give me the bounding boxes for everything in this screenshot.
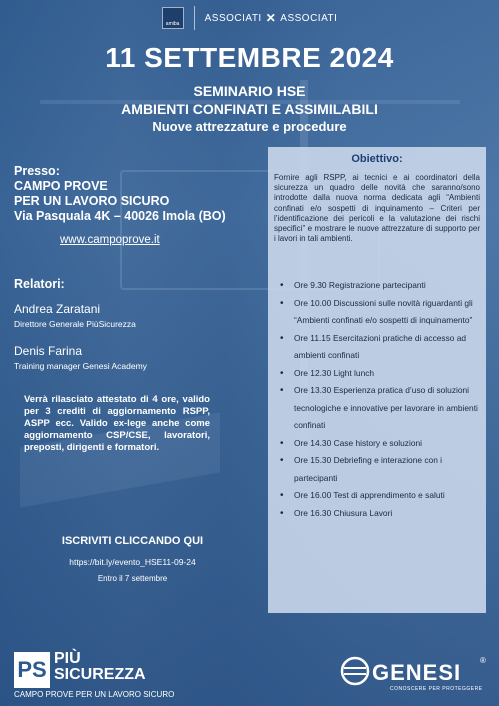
website-link[interactable]: www.campoprove.it [60,234,160,246]
speaker-name: Denis Farina [14,344,83,358]
location-name: PER UN LAVORO SICURO [14,194,170,208]
register-deadline: Entro il 7 settembre [97,574,168,583]
speaker-role: Direttore Generale PiùSicurezza [14,319,136,329]
agenda-item: • Ore 16.00 Test di apprendimento e saluti [278,487,482,505]
certificate-info: Verrà rilasciato attestato di 4 ore, valido per 3 crediti di aggiornamento RSPP, ASPP ecc. Valido ex-lege anche come aggiornamento CSP/CSE, lavoratori, preposti, dirigenti e formatori. [24,394,210,453]
register-link[interactable]: https://bit.ly/evento_HSE11-09-24 [69,557,196,567]
amiba-logo: amiba [162,7,184,29]
agenda-item: • Ore 15.30 Debriefing e interazione con i partecipanti [278,452,482,487]
agenda-item: • Ore 14.30 Case history e soluzioni [278,435,482,453]
register-cta[interactable]: ISCRIVITI CLICCANDO QUI [61,535,204,547]
seminar-title: SEMINARIO HSE [193,83,306,99]
agenda-item: • Ore 9.30 Registrazione partecipanti [278,277,482,295]
agenda-item: • Ore 12.30 Light lunch [278,365,482,383]
agenda-item: • Ore 13.30 Esperienza pratica d’uso di soluzioni tecnologiche e innovative per lavorare in ambienti confinati [278,382,482,435]
event-date: 11 SETTEMBRE 2024 [105,42,394,73]
objective-text: Fornire agli RSPP, ai tecnici e ai coordinatori della sicurezza un quadro delle novità che saranno/sono introdotte dalla nuova norma dedicata agli “Ambienti confinati e/o sospetti di inquinamento – Criteri per l’identificazione dei pericoli e la valutazione dei rischi specifici” e mostrare le nuove attrezzature di supporto per i lavori in tali ambienti. [274,173,480,244]
piu-sicurezza-mark: PS [14,652,50,688]
piu-sicurezza-name: PIÙ [54,650,81,667]
location-name: CAMPO PROVE [14,179,108,193]
genesi-mark-icon [340,656,370,686]
registered-mark: ® [480,656,486,665]
seminar-subtitle: AMBIENTI CONFINATI E ASSIMILABILI [121,101,378,117]
speakers-title: Relatori: [14,277,65,291]
piu-sicurezza-tagline: CAMPO PROVE PER UN LAVORO SICURO [14,690,175,699]
location-address: Via Pasquala 4K – 40026 Imola (BO) [14,209,226,223]
location-label: Presso: [14,164,60,178]
speaker-name: Andrea Zaratani [14,302,101,316]
associati-logo: ASSOCIATI ✕ ASSOCIATI [204,11,338,25]
agenda-item: • Ore 11.15 Esercitazioni pratiche di accesso ad ambienti confinati [278,330,482,365]
objective-title: Obiettivo: [351,153,403,165]
seminar-topic: Nuove attrezzature e procedure [152,119,347,134]
x-icon: ✕ [265,11,277,25]
speaker-role: Training manager Genesi Academy [14,361,147,371]
partner-logos [0,0,499,36]
agenda-list [278,277,482,522]
program-panel [268,147,486,613]
piu-sicurezza-name: SICUREZZA [54,666,146,683]
genesi-name: GENESI [372,660,462,685]
genesi-tagline: CONOSCERE PER PROTEGGERE [390,686,483,692]
agenda-item: • Ore 10.00 Discussioni sulle novità riguardanti gli “Ambienti confinati e/o sospetti di inquinamento” [278,295,482,330]
agenda-item: • Ore 16.30 Chiusura Lavori [278,505,482,523]
logo-divider [194,6,195,30]
location-block [14,164,226,224]
